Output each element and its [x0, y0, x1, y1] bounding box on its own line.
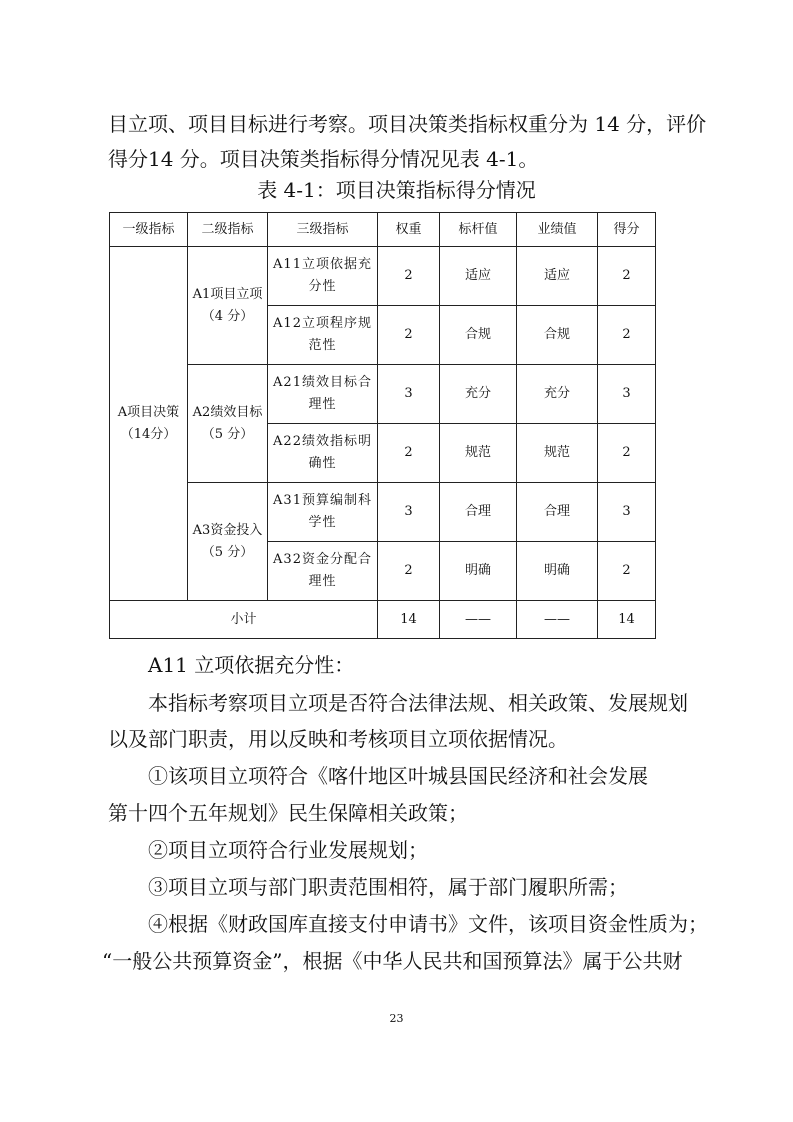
table-row: [110, 247, 656, 306]
score-cell: 2: [598, 306, 656, 365]
table-caption: 表 4-1：项目决策指标得分情况: [257, 178, 536, 202]
body-line: ④根据《财政国库直接支付申请书》文件，该项目资金性质为；: [148, 912, 708, 936]
subtotal-benchmark: ——: [440, 601, 517, 639]
header-level3: 三级指标: [268, 213, 378, 247]
level3-cell: A11立项依据充 分性: [268, 247, 378, 306]
level2-cell: A1项目立项 （4 分）: [188, 247, 268, 365]
performance-cell: 适应: [517, 247, 598, 306]
body-line: ①该项目立项符合《喀什地区叶城县国民经济和社会发展: [148, 764, 648, 788]
level1-cell: A项目决策 （14分）: [110, 247, 188, 601]
weight-cell: 3: [378, 483, 440, 542]
intro-line-1: 目立项、项目目标进行考察。项目决策类指标权重分为 14 分，评价: [108, 112, 707, 136]
score-cell: 3: [598, 483, 656, 542]
header-score: 得分: [598, 213, 656, 247]
subtotal-performance: ——: [517, 601, 598, 639]
body-line: ②项目立项符合行业发展规划；: [148, 838, 428, 862]
body-line: 第十四个五年规划》民生保障相关政策；: [108, 801, 468, 825]
performance-cell: 规范: [517, 424, 598, 483]
performance-cell: 合规: [517, 306, 598, 365]
level2-cell: A3资金投入 （5 分）: [188, 483, 268, 601]
header-performance: 业绩值: [517, 213, 598, 247]
weight-cell: 2: [378, 247, 440, 306]
score-cell: 2: [598, 424, 656, 483]
table-row: [110, 483, 656, 542]
body-line: 本指标考察项目立项是否符合法律法规、相关政策、发展规划: [148, 691, 688, 715]
section-heading: A11 立项依据充分性：: [148, 653, 355, 677]
header-level1: 一级指标: [110, 213, 188, 247]
benchmark-cell: 明确: [440, 542, 517, 601]
performance-cell: 合理: [517, 483, 598, 542]
weight-cell: 2: [378, 542, 440, 601]
weight-cell: 2: [378, 306, 440, 365]
benchmark-cell: 规范: [440, 424, 517, 483]
benchmark-cell: 充分: [440, 365, 517, 424]
score-cell: 2: [598, 247, 656, 306]
table-header-row: [110, 213, 656, 247]
weight-cell: 3: [378, 365, 440, 424]
level3-cell: A22绩效指标明 确性: [268, 424, 378, 483]
body-line: 以及部门职责，用以反映和考核项目立项依据情况。: [108, 727, 568, 751]
score-table: [109, 212, 656, 639]
benchmark-cell: 合规: [440, 306, 517, 365]
level3-cell: A12立项程序规 范性: [268, 306, 378, 365]
weight-cell: 2: [378, 424, 440, 483]
level3-cell: A32资金分配合 理性: [268, 542, 378, 601]
header-weight: 权重: [378, 213, 440, 247]
subtotal-label: 小计: [110, 601, 378, 639]
performance-cell: 充分: [517, 365, 598, 424]
header-level2: 二级指标: [188, 213, 268, 247]
intro-line-2: 得分14 分。项目决策类指标得分情况见表 4-1。: [108, 147, 539, 171]
score-cell: 2: [598, 542, 656, 601]
subtotal-weight: 14: [378, 601, 440, 639]
subtotal-row: [110, 601, 656, 639]
subtotal-score: 14: [598, 601, 656, 639]
table-row: [110, 365, 656, 424]
page-number: 23: [389, 1012, 404, 1025]
score-cell: 3: [598, 365, 656, 424]
performance-cell: 明确: [517, 542, 598, 601]
level3-cell: A31预算编制科 学性: [268, 483, 378, 542]
level3-cell: A21绩效目标合 理性: [268, 365, 378, 424]
body-line: “一般公共预算资金”，根据《中华人民共和国预算法》属于公共财: [102, 949, 683, 973]
benchmark-cell: 合理: [440, 483, 517, 542]
benchmark-cell: 适应: [440, 247, 517, 306]
body-line: ③项目立项与部门职责范围相符，属于部门履职所需；: [148, 875, 628, 899]
level2-cell: A2绩效目标 （5 分）: [188, 365, 268, 483]
header-benchmark: 标杆值: [440, 213, 517, 247]
